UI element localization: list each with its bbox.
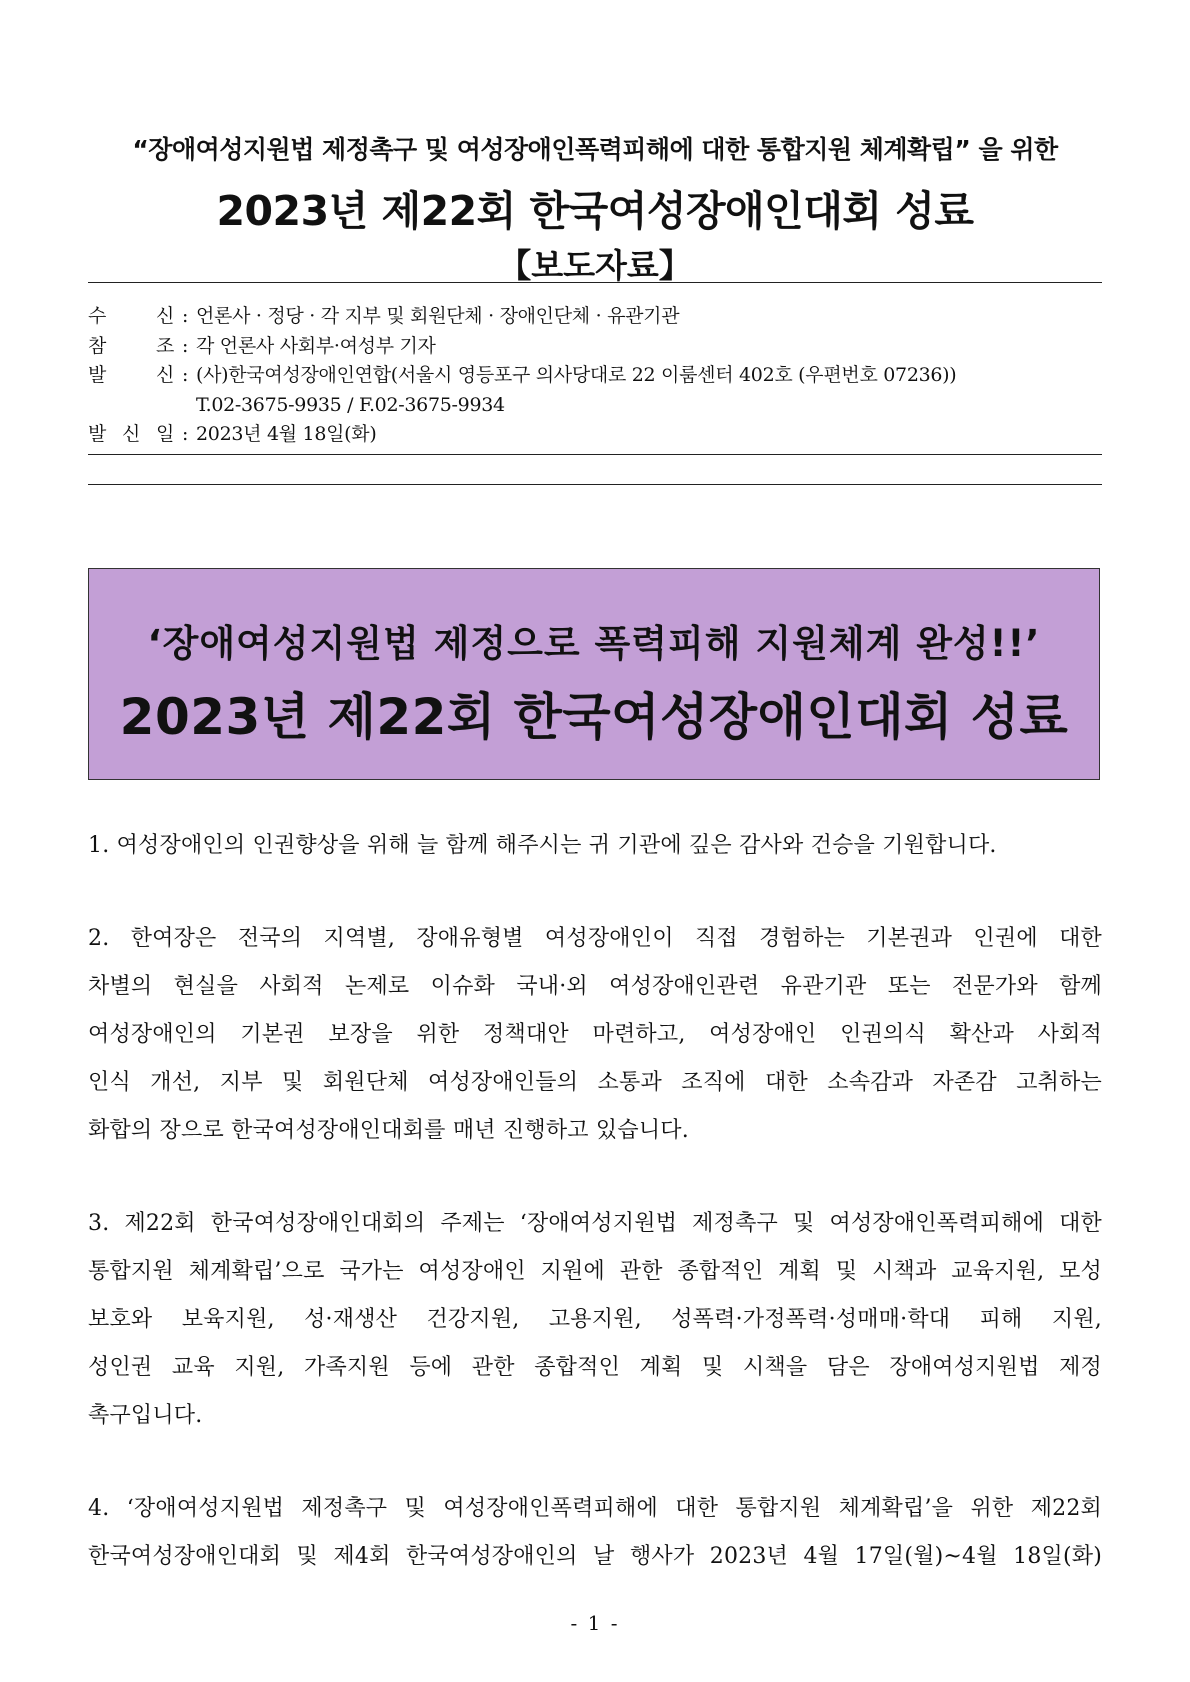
headline-banner (88, 568, 1100, 780)
document-title: 2023년 제22회 한국여성장애인대회 성료 (216, 187, 974, 235)
document-type-label: 【보도자료】 (498, 246, 692, 285)
paragraph-line: 여성장애인의 기본권 보장을 위한 정책대안 마련하고, 여성장애인 인권의식 확산과 사회적 (88, 1022, 1102, 1047)
meta-divider-2 (88, 484, 1102, 485)
sender-value: (사)한국여성장애인연합(서울시 영등포구 의사당대로 22 이룸센터 402호 (우편번호 07236)) (196, 364, 957, 386)
paragraph-line: 성인권 교육 지원, 가족지원 등에 관한 종합적인 계획 및 시책을 담은 장애여성지원법 제정 (88, 1355, 1102, 1380)
paragraph-line: 한국여성장애인대회 및 제4회 한국여성장애인의 날 행사가 2023년 4월 17일(월)~4월 18일(화) (88, 1544, 1102, 1569)
paragraph-line: 촉구입니다. (88, 1403, 203, 1428)
headline-slogan: ‘장애여성지원법 제정으로 폭력피해 지원체계 완성!!’ (147, 622, 1041, 665)
page-number: - 1 - (570, 1611, 620, 1635)
paragraph-line: 화합의 장으로 한국여성장애인대회를 매년 진행하고 있습니다. (88, 1118, 689, 1143)
sender-key: 발 신 (88, 364, 174, 386)
paragraph-1 (88, 822, 1102, 870)
paragraph-3 (88, 1200, 1102, 1440)
paragraph-line: 인식 개선, 지부 및 회원단체 여성장애인들의 소통과 조직에 대한 소속감과 자존감 고취하는 (88, 1070, 1102, 1095)
reference-value: 각 언론사 사회부·여성부 기자 (196, 334, 436, 357)
paragraph-line: 2. 한여장은 전국의 지역별, 장애유형별 여성장애인이 직접 경험하는 기본권과 인권에 대한 (88, 926, 1102, 951)
paragraph-line: 4. ‘장애여성지원법 제정촉구 및 여성장애인폭력피해에 대한 통합지원 체계확립’을 위한 제22회 (88, 1496, 1102, 1521)
document-subtitle: “장애여성지원법 제정촉구 및 여성장애인폭력피해에 대한 통합지원 체계확립” 을 위한 (132, 135, 1058, 164)
recipient-value: 언론사 · 정당 · 각 지부 및 회원단체 · 장애인단체 · 유관기관 (196, 305, 680, 327)
date-value: 2023년 4월 18일(화) (196, 423, 377, 445)
reference-row: 참 조 : 각 언론사 사회부·여성부 기자 (88, 332, 1102, 362)
paragraph-line: 차별의 현실을 사회적 논제로 이슈화 국내·외 여성장애인관련 유관기관 또는 전문가와 함께 (88, 974, 1102, 999)
meta-divider-1 (88, 454, 1102, 455)
sender-row: 발 신 : (사)한국여성장애인연합(서울시 영등포구 의사당대로 22 이룸센터 402호 (우편번호 07236)) (88, 361, 1102, 391)
sender-contact: T.02-3675-9935 / F.02-3675-9934 (196, 393, 505, 416)
recipient-key: 수 신 (88, 305, 174, 327)
paragraph-4 (88, 1485, 1102, 1581)
paragraph-2 (88, 915, 1102, 1155)
paragraph-line: 통합지원 체계확립’으로 국가는 여성장애인 지원에 관한 종합적인 계획 및 시책과 교육지원, 모성 (88, 1259, 1102, 1284)
distribution-info (88, 302, 1102, 450)
paragraph-line: 보호와 보육지원, 성·재생산 건강지원, 고용지원, 성폭력·가정폭력·성매매·학대 피해 지원, (88, 1307, 1102, 1332)
paragraph-line: 3. 제22회 한국여성장애인대회의 주제는 ‘장애여성지원법 제정촉구 및 여성장애인폭력피해에 대한 (88, 1211, 1102, 1236)
top-divider (88, 282, 1102, 283)
recipient-row: 수 신 : 언론사 · 정당 · 각 지부 및 회원단체 · 장애인단체 · 유관기관 (88, 302, 1102, 332)
paragraph-line: 1. 여성장애인의 인권향상을 위해 늘 함께 해주시는 귀 기관에 깊은 감사와 건승을 기원합니다. (88, 833, 997, 858)
date-row: 발 신 일 : 2023년 4월 18일(화) (88, 420, 1102, 450)
sender-contact-row (88, 391, 1102, 421)
headline-title: 2023년 제22회 한국여성장애인대회 성료 (119, 688, 1069, 746)
reference-key: 참 조 (88, 334, 174, 357)
date-key: 발 신 일 (88, 423, 174, 445)
